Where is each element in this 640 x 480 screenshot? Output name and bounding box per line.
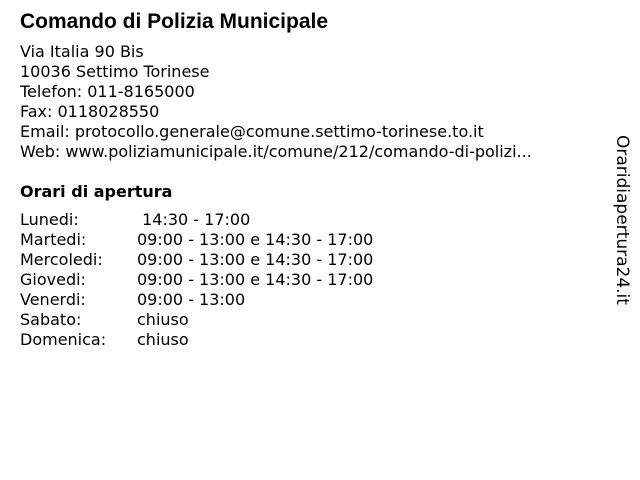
address-city: 10036 Settimo Torinese xyxy=(20,62,210,81)
phone-number: Telefon: 011-8165000 xyxy=(20,82,195,101)
hours-row-thursday xyxy=(20,270,600,290)
website-link: Web: www.poliziamunicipale.it/comune/212/comando-di-polizi... xyxy=(20,142,532,161)
hours-row-friday xyxy=(20,290,600,310)
office-title: Comando di Polizia Municipale xyxy=(20,10,329,33)
hours-row-wednesday xyxy=(20,250,600,270)
day-hours: 09:00 - 13:00 xyxy=(137,290,246,309)
day-label: Martedi: xyxy=(20,230,87,249)
day-label: Mercoledi: xyxy=(20,250,103,269)
site-watermark: Oraridiapertura24.it xyxy=(612,135,632,305)
hours-row-monday xyxy=(20,210,600,230)
day-label: Giovedi: xyxy=(20,270,86,289)
day-label: Venerdi: xyxy=(20,290,86,309)
opening-hours-list xyxy=(20,210,600,350)
day-label: Lunedi: xyxy=(20,210,79,229)
day-hours: 09:00 - 13:00 e 14:30 - 17:00 xyxy=(137,270,374,289)
day-label: Sabato: xyxy=(20,310,82,329)
email-address: Email: protocollo.generale@comune.settimo-torinese.to.it xyxy=(20,122,484,141)
day-label: Domenica: xyxy=(20,330,107,349)
hours-row-tuesday xyxy=(20,230,600,250)
day-hours: chiuso xyxy=(137,310,189,329)
opening-hours-heading: Orari di apertura xyxy=(20,182,173,201)
day-hours: 14:30 - 17:00 xyxy=(137,210,251,229)
hours-row-saturday xyxy=(20,310,600,330)
day-hours: 09:00 - 13:00 e 14:30 - 17:00 xyxy=(137,250,374,269)
fax-number: Fax: 0118028550 xyxy=(20,102,160,121)
office-card xyxy=(20,9,600,350)
day-hours: chiuso xyxy=(137,330,189,349)
hours-row-sunday xyxy=(20,330,600,350)
day-hours: 09:00 - 13:00 e 14:30 - 17:00 xyxy=(137,230,374,249)
address-street: Via Italia 90 Bis xyxy=(20,42,144,61)
